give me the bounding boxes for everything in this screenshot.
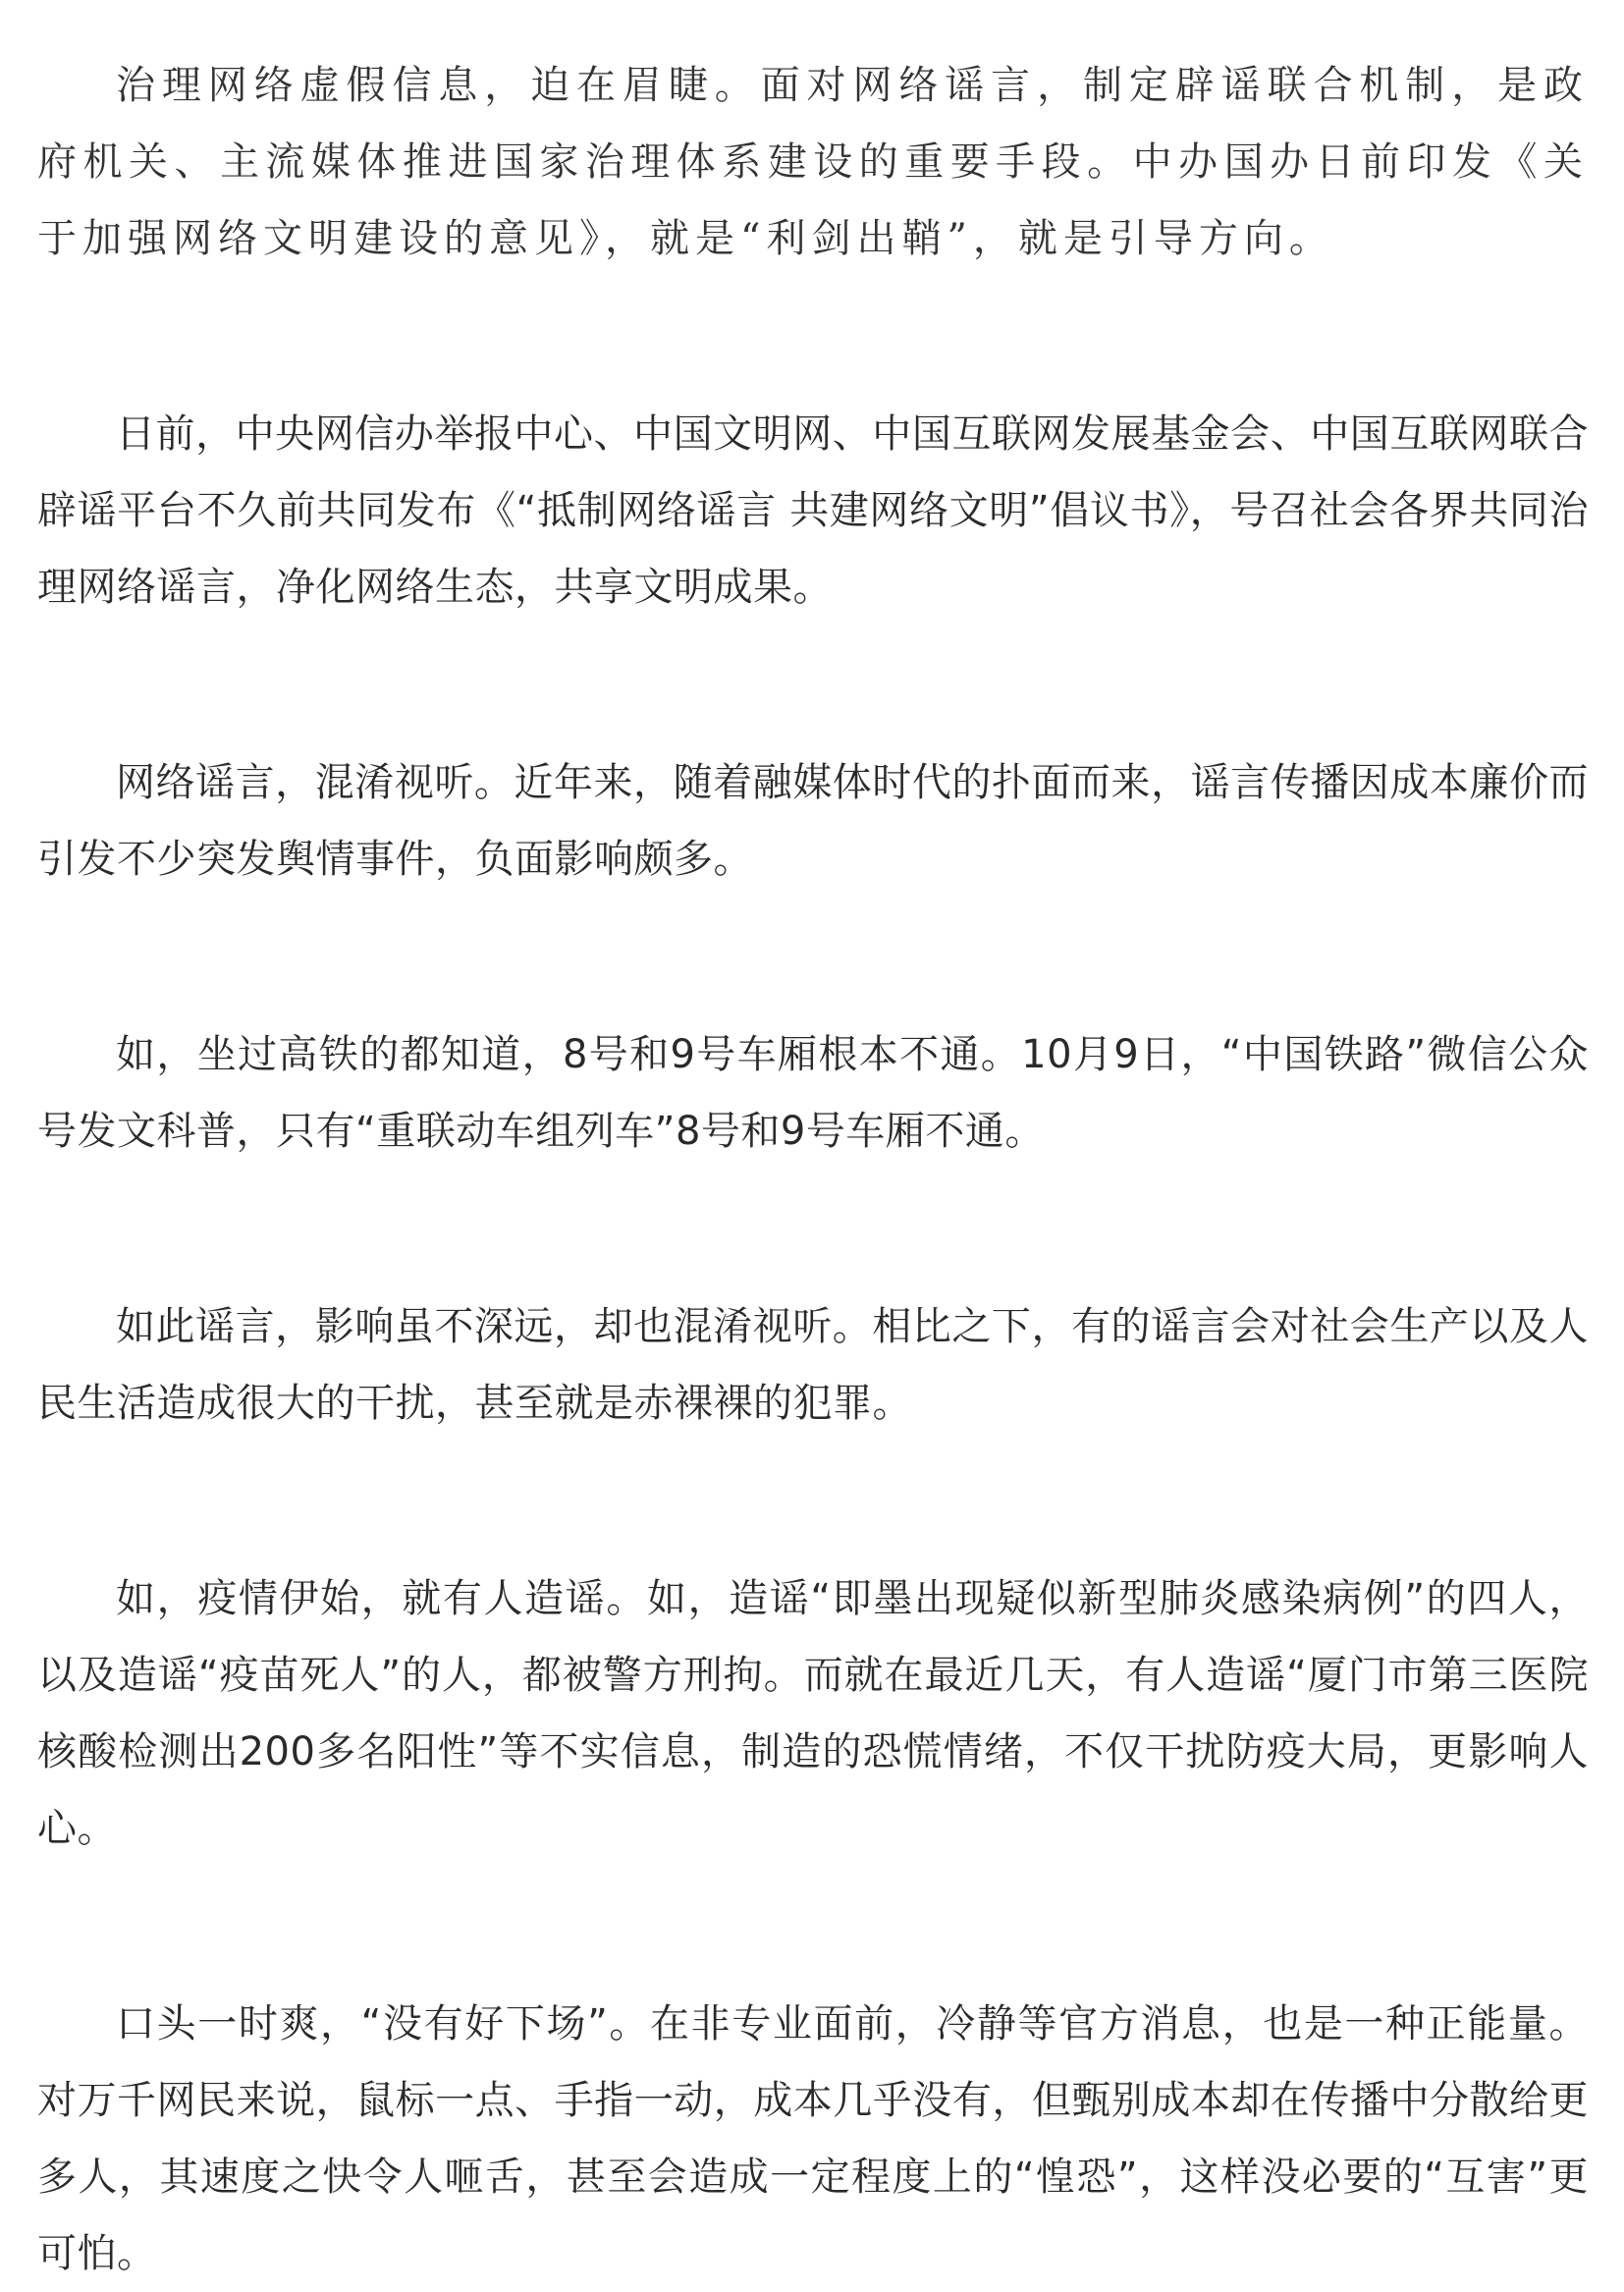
article-paragraph: 口头一时爽，“没有好下场”。在非专业面前，冷静等官方消息，也是一种正能量。对万千网民来说，鼠标一点、手指一动，成本几乎没有，但甄别成本却在传播中分散给更多人，其速度之快令人咂舌，甚至会造成一定程度上的“惶恐”，这样没必要的“互害”更可怕。 bbox=[37, 2001, 1589, 2276]
article-paragraph: 如，坐过高铁的都知道，8号和9号车厢根本不通。10月9日，“中国铁路”微信公众号发文科普，只有“重联动车组列车”8号和9号车厢不通。 bbox=[37, 1032, 1589, 1154]
article-paragraph: 网络谣言，混淆视听。近年来，随着融媒体时代的扑面而来，谣言传播因成本廉价而引发不少突发舆情事件，负面影响颇多。 bbox=[37, 760, 1589, 882]
article-paragraph: 日前，中央网信办举报中心、中国文明网、中国互联网发展基金会、中国互联网联合辟谣平台不久前共同发布《“抵制网络谣言 共建网络文明”倡议书》，号召社会各界共同治理网络谣言，净化网络生态，共享文明成果。 bbox=[37, 411, 1589, 610]
article-paragraph: 治理网络虚假信息，迫在眉睫。面对网络谣言，制定辟谣联合机制，是政府机关、主流媒体推进国家治理体系建设的重要手段。中办国办日前印发《关于加强网络文明建设的意见》，就是“利剑出鞘”，就是引导方向。 bbox=[37, 63, 1589, 261]
article-paragraph: 如此谣言，影响虽不深远，却也混淆视听。相比之下，有的谣言会对社会生产以及人民生活造成很大的干扰，甚至就是赤裸裸的犯罪。 bbox=[37, 1304, 1589, 1426]
article-body bbox=[37, 47, 1589, 2292]
article-paragraph: 如，疫情伊始，就有人造谣。如，造谣“即墨出现疑似新型肺炎感染病例”的四人，以及造谣“疫苗死人”的人，都被警方刑拘。而就在最近几天，有人造谣“厦门市第三医院核酸检测出200多名阳性”等不实信息，制造的恐慌情绪，不仅干扰防疫大局，更影响人心。 bbox=[37, 1576, 1589, 1851]
